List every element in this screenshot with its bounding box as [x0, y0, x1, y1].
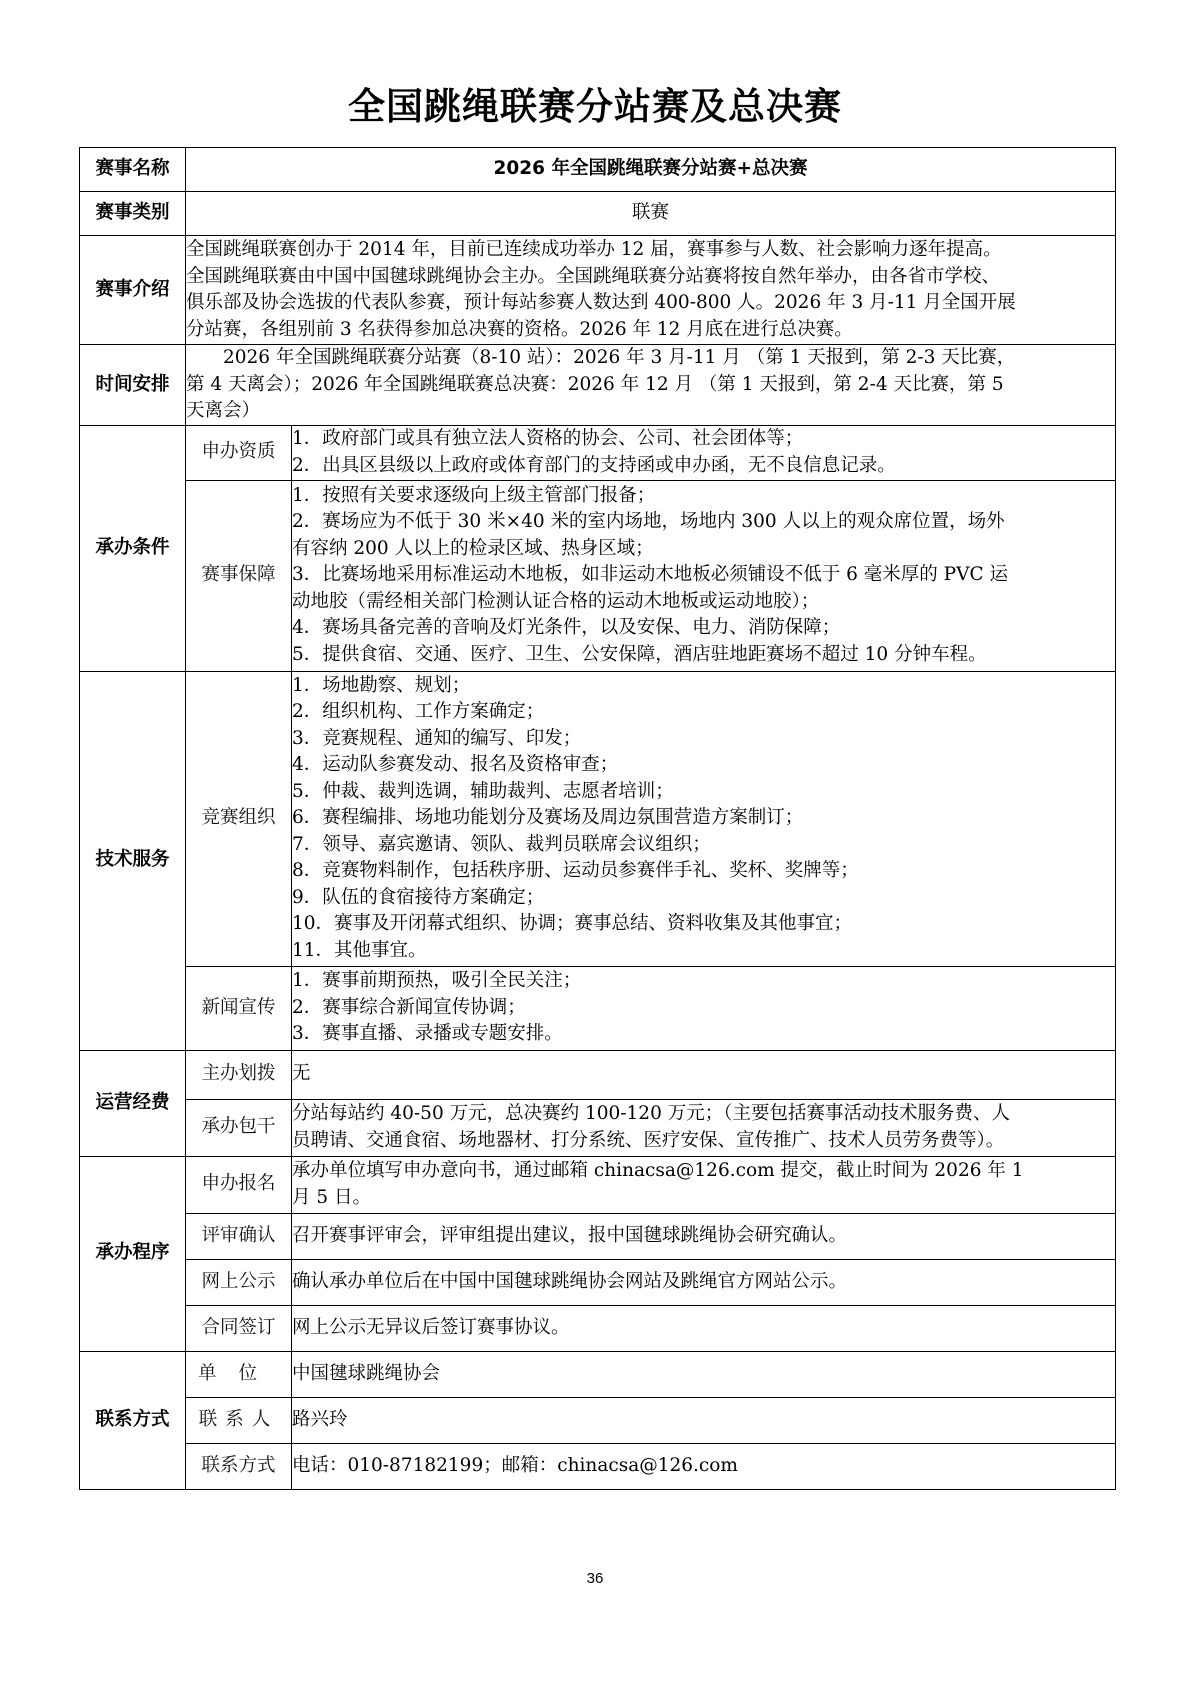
label-publicity: 新闻宣传 — [186, 966, 292, 1050]
guarantee-line: 有容纳 200 人以上的检录区域、热身区域； — [292, 537, 654, 559]
label-funding: 运营经费 — [80, 1050, 186, 1156]
label-contact-unit: 单位 — [186, 1351, 292, 1397]
value-qualification — [292, 425, 1116, 480]
event-info-table — [79, 147, 1116, 1490]
document-title: 全国跳绳联赛分站赛及总决赛 — [348, 85, 842, 128]
row-publish — [80, 1259, 1116, 1305]
label-contact-method: 联系方式 — [186, 1443, 292, 1489]
publicity-line: 1．赛事前期预热，吸引全民关注； — [292, 970, 582, 992]
organization-line: 8．竞赛物料制作，包括秩序册、运动员参赛伴手礼、奖杯、奖牌等； — [292, 860, 859, 882]
organization-line: 7．领导、嘉宾邀请、领队、裁判员联席会议组织； — [292, 833, 711, 855]
value-contact-person: 路兴玲 — [292, 1397, 1116, 1443]
label-publish: 网上公示 — [186, 1259, 292, 1305]
label-contact: 联系方式 — [80, 1351, 186, 1489]
value-allocation: 无 — [292, 1050, 1116, 1099]
value-contact-method: 电话：010-87182199；邮箱：chinacsa@126.com — [292, 1443, 1116, 1489]
guarantee-line: 3．比赛场地采用标准运动木地板，如非运动木地板必须铺设不低于 6 毫米厚的 PVC 运 — [292, 564, 1009, 586]
value-publicity — [292, 966, 1116, 1050]
organization-line: 6．赛程编排、场地功能划分及赛场及周边氛围营造方案制订； — [292, 807, 804, 829]
row-apply — [80, 1156, 1116, 1213]
schedule-line: 2026 年全国跳绳联赛分站赛（8-10 站）：2026 年 3 月-11 月 （第 1 天报到，第 2-3 天比赛， — [223, 347, 1016, 368]
qualification-line: 2．出具区县级以上政府或体育部门的支持函或申办函，无不良信息记录。 — [292, 454, 896, 476]
value-organization — [292, 671, 1116, 966]
label-schedule: 时间安排 — [80, 345, 186, 426]
label-host-conditions: 承办条件 — [80, 425, 186, 671]
row-event-category — [80, 192, 1116, 236]
row-event-name — [80, 148, 1116, 192]
row-schedule — [80, 345, 1116, 426]
label-tech-service: 技术服务 — [80, 671, 186, 1050]
label-qualification: 申办资质 — [186, 425, 292, 480]
row-sign — [80, 1305, 1116, 1351]
label-contact-person: 联系人 — [186, 1397, 292, 1443]
organization-line: 5．仲裁、裁判选调，辅助裁判、志愿者培训； — [292, 780, 674, 802]
row-publicity — [80, 966, 1116, 1050]
organization-line: 3．竞赛规程、通知的编写、印发； — [292, 727, 582, 749]
guarantee-line: 2．赛场应为不低于 30 米×40 米的室内场地，场地内 300 人以上的观众席位置，场外 — [292, 511, 1005, 533]
row-contact-person — [80, 1397, 1116, 1443]
publicity-line: 2．赛事综合新闻宣传协调； — [292, 996, 526, 1018]
organization-line: 4．运动队参赛发动、报名及资格审查； — [292, 754, 619, 776]
guarantee-line: 5．提供食宿、交通、医疗、卫生、公安保障，酒店驻地距赛场不超过 10 分钟车程。 — [292, 643, 987, 665]
organization-line: 2．组织机构、工作方案确定； — [292, 701, 545, 723]
intro-line: 全国跳绳联赛由中国中国毽球跳绳协会主办。全国跳绳联赛分站赛将按自然年举办，由各省市学校、 — [186, 265, 1001, 287]
value-sign: 网上公示无异议后签订赛事协议。 — [292, 1305, 1116, 1351]
row-allocation — [80, 1050, 1116, 1099]
intro-line: 分站赛，各组别前 3 名获得参加总决赛的资格。2026 年 12 月底在进行总决赛。 — [186, 318, 853, 340]
intro-line: 全国跳绳联赛创办于 2014 年，目前已连续成功举办 12 届，赛事参与人数、社会影响力逐年提高。 — [186, 239, 1002, 260]
value-event-name: 2026 年全国跳绳联赛分站赛+总决赛 — [186, 148, 1116, 192]
organization-line: 11．其他事宜。 — [292, 939, 427, 961]
label-procedure: 承办程序 — [80, 1156, 186, 1351]
label-event-name: 赛事名称 — [80, 148, 186, 192]
row-review — [80, 1213, 1116, 1259]
value-event-intro — [186, 236, 1116, 345]
apply-line: 月 5 日。 — [292, 1186, 372, 1208]
guarantee-line: 1．按照有关要求逐级向上级主管部门报备； — [292, 484, 656, 506]
label-allocation: 主办划拨 — [186, 1050, 292, 1099]
value-publish: 确认承办单位后在中国中国毽球跳绳协会网站及跳绳官方网站公示。 — [292, 1259, 1116, 1305]
row-qualification — [80, 425, 1116, 480]
value-contract — [292, 1099, 1116, 1156]
label-contract: 承办包干 — [186, 1099, 292, 1156]
guarantee-line: 动地胶（需经相关部门检测认证合格的运动木地板或运动地胶）； — [292, 590, 820, 612]
label-event-intro: 赛事介绍 — [80, 236, 186, 345]
value-apply — [292, 1156, 1116, 1213]
organization-line: 1．场地勘察、规划； — [292, 674, 471, 696]
label-sign: 合同签订 — [186, 1305, 292, 1351]
schedule-line: 天离会） — [186, 400, 261, 421]
label-organization: 竞赛组织 — [186, 671, 292, 966]
label-event-category: 赛事类别 — [80, 192, 186, 236]
publicity-line: 3．赛事直播、录播或专题安排。 — [292, 1023, 563, 1045]
organization-line: 9．队伍的食宿接待方案确定； — [292, 886, 545, 908]
row-guarantee — [80, 480, 1116, 671]
label-review: 评审确认 — [186, 1213, 292, 1259]
organization-line: 10．赛事及开闭幕式组织、协调；赛事总结、资料收集及其他事宜； — [292, 913, 853, 935]
apply-line: 承办单位填写申办意向书，通过邮箱 chinacsa@126.com 提交，截止时间为 2026 年 1 — [292, 1160, 1024, 1181]
page-number: 36 — [586, 1570, 604, 1587]
row-contract — [80, 1099, 1116, 1156]
contract-line: 分站每站约 40-50 万元，总决赛约 100-120 万元；（主要包括赛事活动技术服务费、人 — [292, 1103, 1010, 1124]
label-guarantee: 赛事保障 — [186, 480, 292, 671]
intro-line: 俱乐部及协会选拔的代表队参赛，预计每站参赛人数达到 400-800 人。2026 年 3 月-11 月全国开展 — [186, 292, 1016, 313]
value-schedule — [186, 345, 1116, 426]
row-contact-method — [80, 1443, 1116, 1489]
label-apply: 申办报名 — [186, 1156, 292, 1213]
qualification-line: 1．政府部门或具有独立法人资格的协会、公司、社会团体等； — [292, 428, 804, 449]
contract-line: 员聘请、交通食宿、场地器材、打分系统、医疗安保、宣传推广、技术人员劳务费等）。 — [292, 1129, 1005, 1151]
value-contact-unit: 中国毽球跳绳协会 — [292, 1351, 1116, 1397]
value-event-category: 联赛 — [186, 192, 1116, 236]
row-event-intro — [80, 236, 1116, 345]
row-contact-unit — [80, 1351, 1116, 1397]
value-guarantee — [292, 480, 1116, 671]
row-organization — [80, 671, 1116, 966]
guarantee-line: 4．赛场具备完善的音响及灯光条件，以及安保、电力、消防保障； — [292, 617, 841, 639]
value-review: 召开赛事评审会，评审组提出建议，报中国毽球跳绳协会研究确认。 — [292, 1213, 1116, 1259]
schedule-line: 第 4 天离会）；2026 年全国跳绳联赛总决赛：2026 年 12 月 （第 1 天报到，第 2-4 天比赛，第 5 — [186, 373, 1004, 395]
